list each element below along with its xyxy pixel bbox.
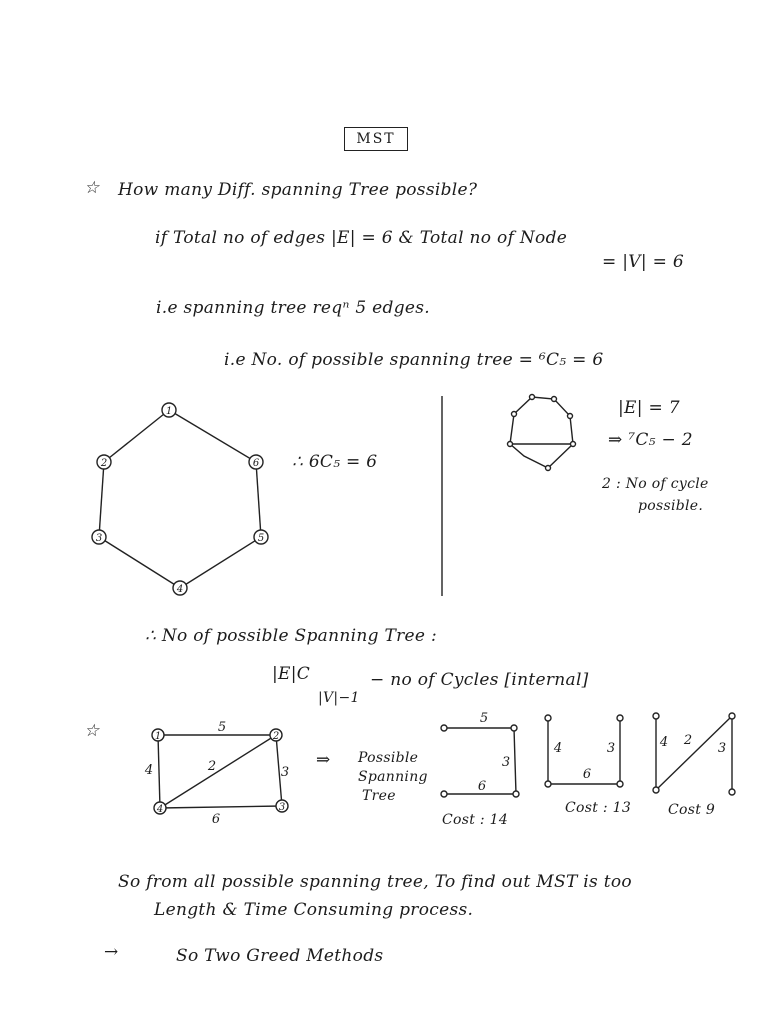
right-note-1: 2 : No of cycle [602,476,709,492]
edge-weight: 6 [211,812,221,827]
bottom-line: So Two Greed Methods [176,946,384,966]
edge-weight: 5 [217,720,227,735]
nodes-line: = |V| = 6 [602,252,684,272]
node-label: 4 [176,584,184,595]
node-label: 2 [100,458,108,469]
question-line: How many Diff. spanning Tree possible? [118,180,478,200]
right-edge-count: |E| = 7 [618,398,680,418]
node-label: 1 [165,406,173,417]
edges-line: if Total no of edges |E| = 6 & Total no of Node [155,228,568,248]
node-label: 1 [154,731,162,742]
edge-weight: 3 [717,741,727,756]
cost-2: Cost : 13 [565,800,632,816]
edge-weight: 4 [144,763,154,778]
ie-line-2: i.e No. of possible spanning tree = ⁶C₅ = 6 [224,350,604,370]
edge-weight: 6 [477,779,487,794]
hexagon-graph [92,403,268,595]
formula-rest: − no of Cycles [internal] [370,670,589,690]
node-label: 3 [95,533,103,544]
weighted-graph [152,729,288,814]
paragraph-line-2: Length & Time Consuming process. [154,900,474,920]
node-label: 2 [272,731,280,742]
edge-weight: 6 [582,767,592,782]
edge-weight: 5 [479,711,489,726]
node-label: 3 [278,802,286,813]
possible-label-2: Spanning [358,769,428,785]
formula-main: |E|C [272,664,311,684]
arrow-icon: ⇒ [316,750,331,770]
node-label: 5 [257,533,265,544]
cost-1: Cost : 14 [442,812,509,828]
star-icon: ☆ [84,178,100,198]
right-arrow-icon: → [104,942,119,962]
edge-weight: 4 [659,735,669,750]
edge-weight: 2 [683,733,693,748]
cost-3: Cost 9 [668,802,716,818]
edge-weight: 4 [553,741,563,756]
possible-label-1: Possible [358,750,419,766]
hexagon-equation: ∴ 6C₅ = 6 [292,452,378,472]
node-label: 6 [252,458,260,469]
node-label: 4 [156,804,164,815]
edge-weight: 3 [501,755,511,770]
small-cyclic-graph [508,395,576,471]
right-note-2: possible. [638,498,704,514]
paragraph-line-1: So from all possible spanning tree, To find out MST is too [118,872,632,892]
star-icon: ☆ [84,721,100,741]
possible-label-3: Tree [362,788,396,804]
formula-subscript: |V|−1 [318,690,360,706]
page-title: MST [344,127,408,151]
right-calc: ⇒ ⁷C₅ − 2 [608,430,693,450]
edge-weight: 3 [606,741,616,756]
conclusion-line: ∴ No of possible Spanning Tree : [145,626,438,646]
edge-weight: 2 [207,759,217,774]
ie-line-1: i.e spanning tree reqⁿ 5 edges. [156,298,430,318]
edge-weight: 3 [280,765,290,780]
